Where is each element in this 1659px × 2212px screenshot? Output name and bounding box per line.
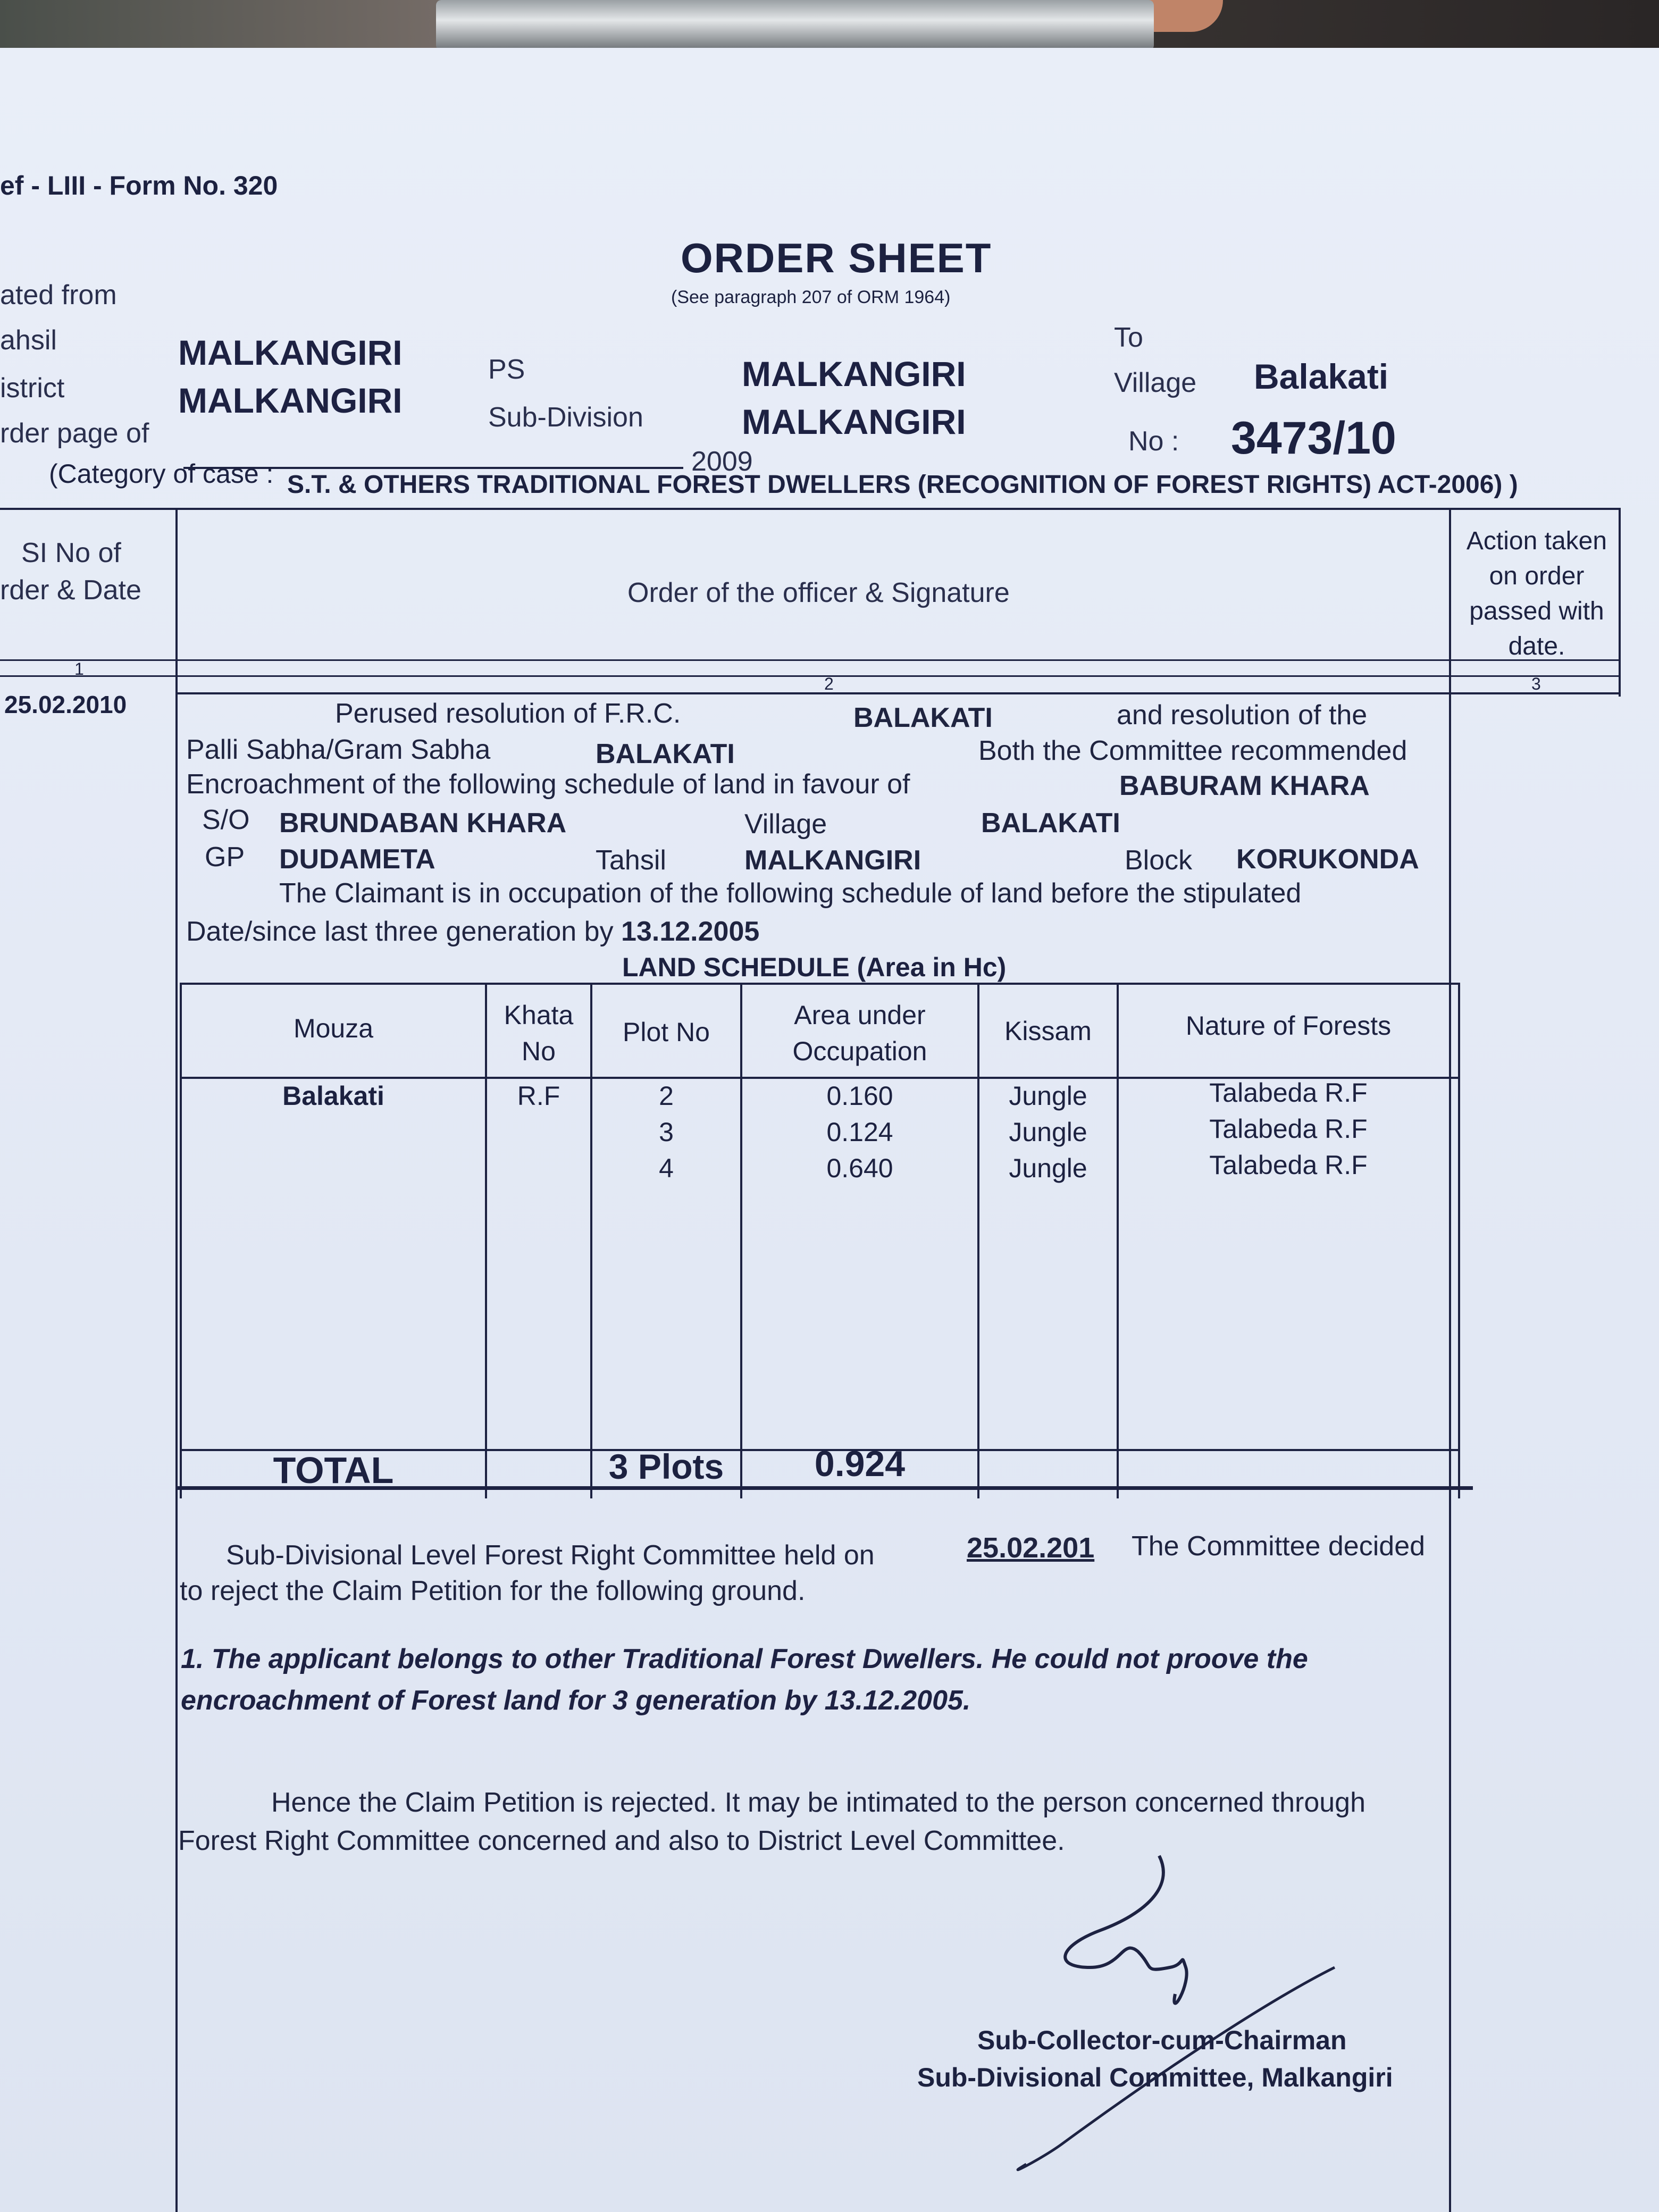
category-prefix: (Category of case :	[49, 459, 274, 489]
schedule-total-plots: 3 Plots	[608, 1447, 724, 1486]
schedule-left-line	[180, 983, 182, 1498]
frc-name: BALAKATI	[853, 702, 993, 733]
schedule-header-nature: Nature of Forests	[1185, 1011, 1392, 1041]
schedule-kissam: Jungle	[1009, 1117, 1087, 1147]
ground-line-1: 1. The applicant belongs to other Traditional Forest Dwellers. He could not proove the	[181, 1644, 1308, 1674]
village-label: Village	[1114, 367, 1197, 398]
schedule-col-line-2	[590, 983, 592, 1498]
order-text-line-1: Perused resolution of F.R.C.	[335, 698, 681, 729]
schedule-header-kissam: Kissam	[1004, 1016, 1092, 1046]
number-label: No :	[1128, 426, 1179, 457]
schedule-area: 0.124	[826, 1117, 893, 1147]
ps-label: PS	[488, 354, 525, 385]
schedule-header-area	[742, 997, 977, 1069]
schedule-col-line-4	[977, 983, 979, 1498]
schedule-header-area-2: Occupation	[792, 1036, 927, 1066]
page-subtitle: (See paragraph 207 of ORM 1964)	[671, 287, 951, 307]
order-text-line-3: Encroachment of the following schedule of land in favour of	[186, 769, 910, 800]
village-value-order: BALAKATI	[981, 808, 1120, 839]
district-label: istrict	[0, 373, 65, 404]
gp-label: GP	[205, 842, 245, 873]
schedule-plot: 3	[659, 1117, 674, 1147]
order-text-line-6: The Claimant is in occupation of the following schedule of land before the stipulated	[279, 878, 1302, 909]
schedule-kissam: Jungle	[1009, 1081, 1087, 1111]
order-text-line-1b: and resolution of the	[1117, 700, 1368, 731]
schedule-header-plot: Plot No	[623, 1017, 710, 1047]
column-3-header	[1457, 524, 1616, 664]
tahsil-label-order: Tahsil	[596, 845, 666, 876]
hence-line-1: Hence the Claim Petition is rejected. It may be intimated to the person concerned through	[271, 1787, 1366, 1818]
village-value: Balakati	[1254, 357, 1389, 396]
case-number: 3473/10	[1231, 413, 1396, 464]
schedule-title: LAND SCHEDULE (Area in Hc)	[622, 952, 1007, 982]
schedule-nature: Talabeda R.F	[1209, 1150, 1368, 1180]
village-label-order: Village	[744, 809, 827, 840]
schedule-header-khata	[487, 997, 590, 1069]
signatory-title: Sub-Collector-cum-Chairman	[977, 2025, 1347, 2055]
column-1-header-b: rder & Date	[0, 575, 141, 606]
order-text-line-2: Palli Sabha/Gram Sabha	[186, 734, 491, 765]
year-value: 2009	[691, 446, 753, 477]
gp-value: DUDAMETA	[279, 844, 435, 875]
header-bottom-line	[0, 659, 1621, 661]
column-3-header-line-2: on order	[1489, 562, 1585, 590]
schedule-total-area: 0.924	[814, 1444, 906, 1484]
so-value: BRUNDABAN KHARA	[279, 808, 567, 839]
schedule-area: 0.640	[826, 1153, 893, 1183]
district-value: MALKANGIRI	[178, 381, 403, 420]
column-number-3: 3	[1531, 674, 1541, 693]
order-text-line-7-text: Date/since last three generation by	[186, 916, 614, 947]
pen-photo-region	[436, 0, 1154, 51]
schedule-nature: Talabeda R.F	[1209, 1114, 1368, 1144]
schedule-mouza-value: Balakati	[282, 1081, 384, 1111]
hence-line-2: Forest Right Committee concerned and also to District Level Committee.	[178, 1825, 1065, 1856]
decision-line-1: Sub-Divisional Level Forest Right Committee held on	[226, 1540, 875, 1571]
schedule-top-line	[180, 983, 1460, 985]
column-2-header: Order of the officer & Signature	[627, 577, 1010, 608]
gram-sabha-name: BALAKATI	[596, 739, 735, 769]
schedule-header-khata-1: Khata	[504, 1000, 574, 1030]
order-page-label: rder page of	[0, 418, 149, 449]
schedule-kissam: Jungle	[1009, 1153, 1087, 1183]
column-divider-1	[175, 508, 178, 2212]
order-text-line-2b: Both the Committee recommended	[978, 735, 1407, 766]
column-1-header: SI No of	[21, 538, 121, 568]
column-3-header-line-1: Action taken	[1466, 527, 1607, 555]
column-number-1: 1	[74, 659, 84, 678]
decision-line-2: to reject the Claim Petition for the following ground.	[180, 1576, 806, 1606]
form-reference: ef - LIII - Form No. 320	[0, 171, 278, 200]
column-number-2: 2	[824, 674, 834, 693]
schedule-plot: 4	[659, 1153, 674, 1183]
to-label: To	[1114, 322, 1143, 353]
subdivision-label: Sub-Division	[488, 402, 643, 433]
category-value: S.T. & OTHERS TRADITIONAL FOREST DWELLERS (RECOGNITION OF FOREST RIGHTS) ACT-2006) )	[287, 471, 1518, 499]
order-text-line-7	[186, 916, 759, 948]
schedule-total-label: TOTAL	[273, 1449, 394, 1491]
schedule-header-area-1: Area under	[794, 1000, 926, 1030]
column-3-header-line-4: date.	[1508, 632, 1565, 660]
claimant-name: BABURAM KHARA	[1119, 770, 1370, 801]
schedule-nature: Talabeda R.F	[1209, 1078, 1368, 1108]
subdivision-value: MALKANGIRI	[742, 402, 966, 441]
schedule-khata-value: R.F	[517, 1081, 560, 1111]
schedule-col-line-5	[1117, 983, 1119, 1498]
table-right-border	[1619, 508, 1621, 697]
committee-date: 25.02.201	[967, 1532, 1095, 1564]
ps-value: MALKANGIRI	[742, 354, 966, 393]
schedule-header-mouza: Mouza	[293, 1013, 374, 1043]
schedule-area: 0.160	[826, 1081, 893, 1111]
tahsil-value: MALKANGIRI	[178, 333, 403, 372]
schedule-plot: 2	[659, 1081, 674, 1111]
ground-line-2: encroachment of Forest land for 3 generation by 13.12.2005.	[181, 1685, 971, 1716]
block-value: KORUKONDA	[1236, 844, 1419, 875]
signatory-committee: Sub-Divisional Committee, Malkangiri	[917, 2063, 1393, 2092]
number-row-line-1	[0, 675, 1621, 677]
block-label: Block	[1125, 845, 1193, 876]
stipulated-date: 13.12.2005	[621, 916, 760, 947]
signature	[984, 1845, 1356, 2185]
column-3-header-line-3: passed with	[1469, 597, 1604, 625]
dated-from-label: ated from	[0, 280, 117, 311]
column-divider-2	[1449, 508, 1451, 2212]
schedule-right-line	[1458, 983, 1460, 1498]
so-label: S/O	[202, 805, 250, 835]
page-title: ORDER SHEET	[681, 234, 992, 281]
number-row-line-2	[175, 692, 1621, 694]
table-top-border	[0, 508, 1621, 510]
schedule-header-khata-2: No	[522, 1036, 556, 1066]
order-date: 25.02.2010	[4, 691, 127, 718]
decision-line-1b: The Committee decided	[1132, 1531, 1426, 1562]
tahsil-label: ahsil	[0, 325, 57, 356]
tahsil-value-order: MALKANGIRI	[744, 845, 921, 876]
